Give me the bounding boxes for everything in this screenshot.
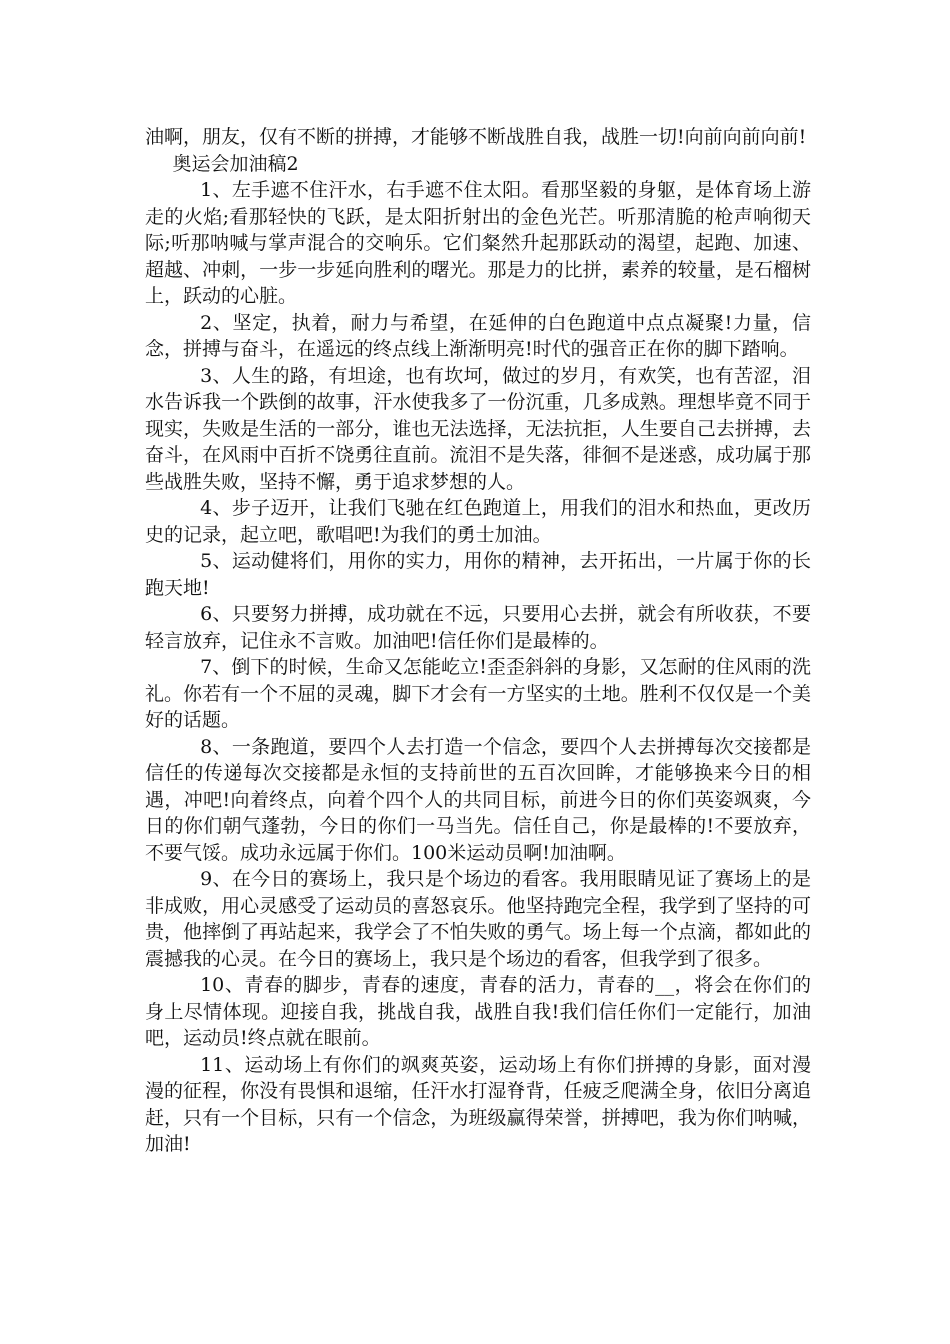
section-title: 奥运会加油稿2 <box>172 152 299 175</box>
paragraph-6: 6、只要努力拼搏，成功就在不远，只要用心去拼，就会有所收获，不要轻言放弃，记住永不言败。加油吧!信任你们是最棒的。 <box>145 603 811 652</box>
paragraph-3: 3、人生的路，有坦途，也有坎坷，做过的岁月，有欢笑，也有苦涩，泪水告诉我一个跌倒的故事，汗水使我多了一份沉重，几多成熟。理想毕竟不同于现实，失败是生活的一部分，谁也无法选择，无法抗拒，人生要自己去拼搏，去奋斗，在风雨中百折不饶勇往直前。流泪不是失落，徘徊不是迷惑，成功属于那些战胜失败，坚持不懈，勇于追求梦想的人。 <box>145 364 811 493</box>
paragraph-11: 11、运动场上有你们的飒爽英姿，运动场上有你们拼搏的身影，面对漫漫的征程，你没有畏惧和退缩，任汗水打湿脊背，任疲乏爬满全身，依旧分离追赶，只有一个目标，只有一个信念，为班级赢得荣誉，拼搏吧，我为你们呐喊，加油! <box>145 1053 811 1155</box>
paragraph-10: 10、青春的脚步，青春的速度，青春的活力，青春的__，将会在你们的身上尽情体现。迎接自我，挑战自我，战胜自我!我们信任你们一定能行，加油吧，运动员!终点就在眼前。 <box>145 974 811 1049</box>
intro-paragraph: 油啊，朋友，仅有不断的拼搏，才能够不断战胜自我，战胜一切!向前向前向前! <box>145 126 807 148</box>
document-body <box>145 124 811 1158</box>
paragraph-9: 9、在今日的赛场上，我只是个场边的看客。我用眼睛见证了赛场上的是非成败，用心灵感受了运动员的喜怒哀乐。他坚持跑完全程，我学到了坚持的可贵，他摔倒了再站起来，我学会了不怕失败的勇气。场上每一个点滴，都如此的震撼我的心灵。在今日的赛场上，我只是个场边的看客，但我学到了很多。 <box>145 868 811 970</box>
paragraph-7: 7、倒下的时候，生命又怎能屹立!歪歪斜斜的身影，又怎耐的住风雨的洗礼。你若有一个不屈的灵魂，脚下才会有一方坚实的土地。胜利不仅仅是一个美好的话题。 <box>145 656 811 731</box>
paragraph-4: 4、步子迈开，让我们飞驰在红色跑道上，用我们的泪水和热血，更改历史的记录，起立吧，歌唱吧!为我们的勇士加油。 <box>145 497 811 546</box>
paragraph-1: 1、左手遮不住汗水，右手遮不住太阳。看那坚毅的身躯，是体育场上游走的火焰;看那轻快的飞跃，是太阳折射出的金色光芒。听那清脆的枪声响彻天际;听那呐喊与掌声混合的交响乐。它们粲然升起那跃动的渴望，起跑、加速、超越、冲刺，一步一步延向胜利的曙光。那是力的比拼，素养的较量，是石榴树上，跃动的心脏。 <box>145 179 811 307</box>
paragraph-2: 2、坚定，执着，耐力与希望，在延伸的白色跑道中点点凝聚!力量，信念，拼搏与奋斗，在遥远的终点线上渐渐明亮!时代的强音正在你的脚下踏响。 <box>145 311 811 360</box>
paragraph-8: 8、一条跑道，要四个人去打造一个信念，要四个人去拼搏每次交接都是信任的传递每次交接都是永恒的支持前世的五百次回眸，才能够换来今日的相遇，冲吧!向着终点，向着个四个人的共同目标，前进今日的你们英姿飒爽，今日的你们朝气蓬勃，今日的你们一马当先。信任自己，你是最棒的!不要放弃，不要气馁。成功永远属于你们。100米运动员啊!加油啊。 <box>145 735 811 864</box>
paragraph-5: 5、运动健将们，用你的实力，用你的精神，去开拓出，一片属于你的长跑天地! <box>145 550 811 599</box>
